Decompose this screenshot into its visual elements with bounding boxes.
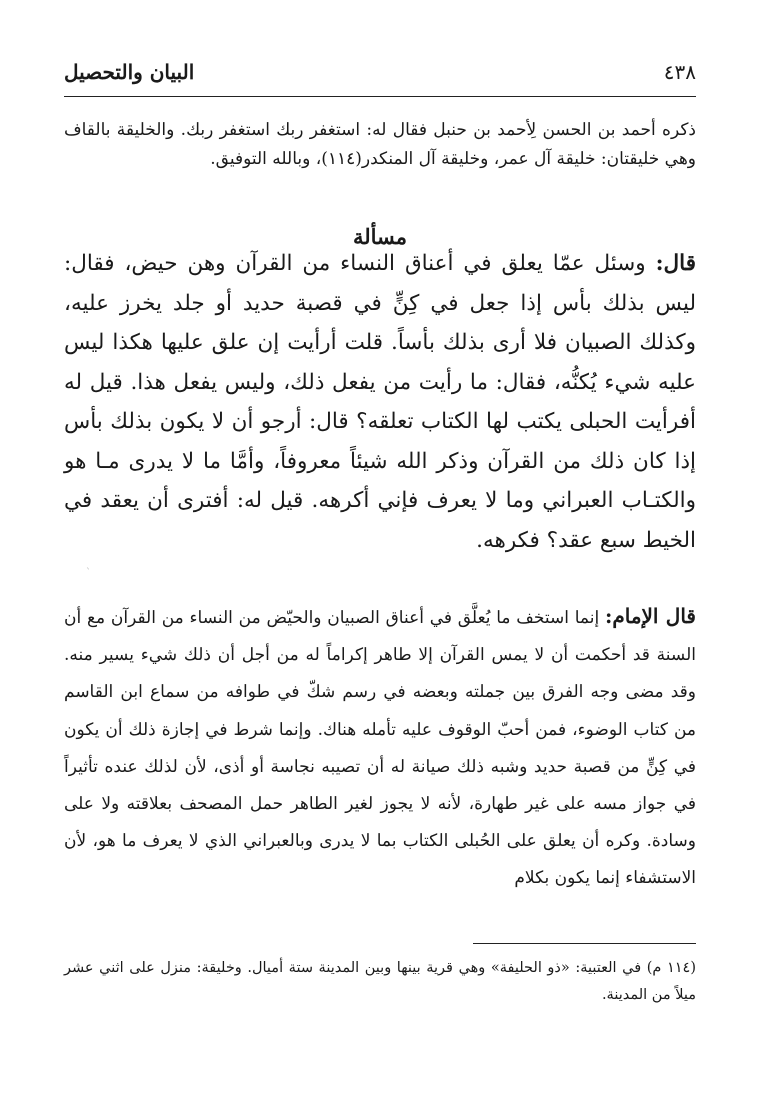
question-label: قال:: [655, 251, 696, 276]
header-divider: [64, 96, 696, 97]
commentary-text: إنما استخف ما يُعلَّق في أعناق الصبيان والحيّض من النساء من القرآن مع أن السنة قد أحكمت أن لا يمس القرآن إلا طاهر إكراماً له من أجل أن ذلك شيء يسير منه. وقد مضى وجه الفرق بين جملته وبعضه في رسم شكّ في طوافه من سماع ابن القاسم من كتاب الوضوء، فمن أحبّ الوقوف عليه تأمله هناك. وإنما شرط في إجازة ذلك أن يكون في كِنٍّ من قصبة حديد وشبه ذلك صيانة له أن تصيبه نجاسة أو أذى، لأن لذلك عنده تأثيراً في جواز مسه على غير طهارة، لأنه لا يجوز لغير الطاهر حمل المصحف بعلاقته ولا على وسادة. وكره أن يعلق على الحُبلى الكتاب بما لا يدرى وبالعبراني الذي لا يعرف ما هو، لأن الاستشفاء إنما يكون بكلام: [64, 608, 696, 889]
section-heading: مسألة: [352, 224, 408, 249]
footnote-divider: [473, 943, 696, 944]
question-paragraph: [64, 244, 696, 560]
question-text: وسئل عمّا يعلق في أعناق النساء من القرآن وهن حيض، فقال: ليس بذلك بأس إذا جعل في كِنٍّ في قصبة حديد أو جلد يخرز عليه، وكذلك الصبيان فلا أرى بذلك بأساً. قلت أرأيت إن علق عليها هكذا ليس عليه شيء يُكنُّه، فقال: ما رأيت من يفعل ذلك، وليس يفعل هذا. قيل له أفرأيت الحبلى يكتب لها الكتاب تعلقه؟ قال: أرجو أن لا يكون بذلك بأس إذا كان ذلك من القرآن وذكر الله شيئاً معروفاً، وأمَّا ما لا يدرى مـا هو والكتـاب العبراني وما لا يعرف فإني أكرهه. قيل له: أفترى أن يعقد في الخيط سبع عقد؟ فكرهه.: [64, 251, 696, 553]
running-title: البيان والتحصيل: [64, 60, 195, 84]
page-number: ٤٣٨: [663, 60, 696, 84]
commentary-label: قال الإمام:: [604, 604, 696, 628]
page-speck: ˋ: [86, 568, 91, 579]
intro-paragraph: ذكره أحمد بن الحسن لِأحمد بن حنبل فقال له: استغفر ربك استغفر ربك. والخليقة بالقاف وهي خليقتان: خليقة آل عمر، وخليقة آل المنكدر(١١٤)، وبالله التوفيق.: [64, 120, 696, 169]
commentary-paragraph: [64, 598, 696, 898]
footnote: (١١٤ م) في العتبية: «ذو الحليفة» وهي قرية بينها وبين المدينة ستة أميال. وخليقة: منزل على اثني عشر ميلاً من المدينة.: [64, 960, 696, 1003]
page-header: [64, 58, 696, 94]
